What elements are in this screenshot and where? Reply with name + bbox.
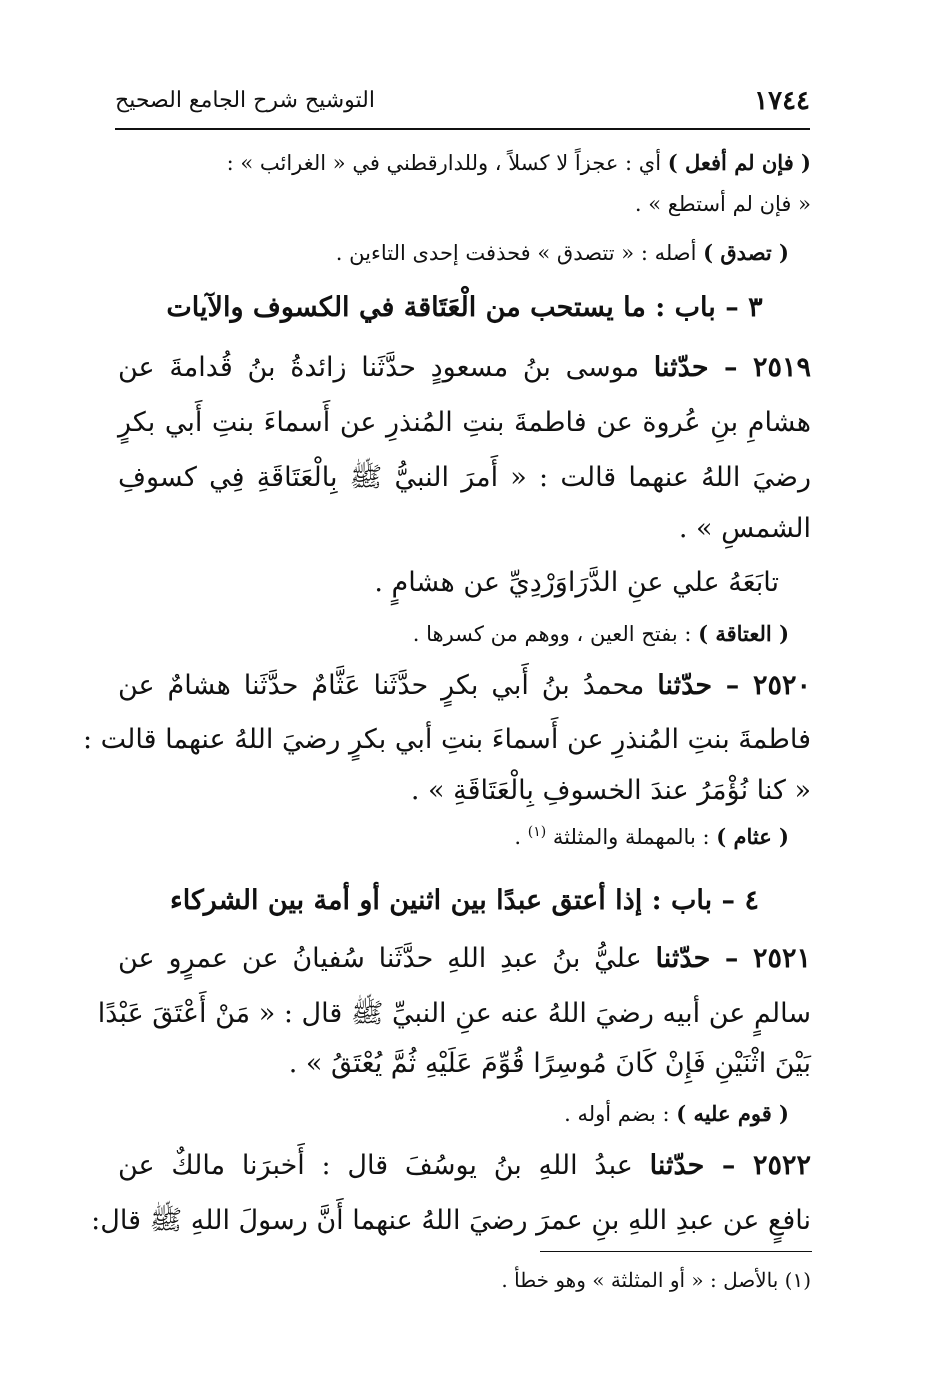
hadith-2519-line: الشمسِ » . xyxy=(678,513,811,544)
hadith-number: ٢٥٢١ – حدّثنا xyxy=(655,943,811,974)
commentary-line xyxy=(118,150,811,175)
hadith-2519-line xyxy=(118,352,811,383)
footnote-rule xyxy=(540,1251,812,1252)
commentary-term: ( العتاقة ) xyxy=(698,621,789,646)
commentary-text: : بفتح العين ، ووهم من كسرها . xyxy=(412,622,699,646)
hadith-2519-line: هشامِ بنِ عُروة عن فاطمةَ بنتِ المُنذرِ عن أَسماءَ بنتِ أَبي بكرٍ xyxy=(118,407,811,438)
commentary-text: أصله : « تتصدق » فحذفت إحدى التاءين . xyxy=(335,241,704,265)
commentary-text: أي : عجزاً لا كسلاً ، وللدارقطني في « الغرائب » : xyxy=(226,151,668,175)
commentary-term: ( قوم عليه ) xyxy=(676,1101,789,1126)
footnote: (١) بالأصل : « أو المثلثة » وهو خطأ . xyxy=(501,1268,811,1292)
hadith-2521-line: بَيْنَ اثْنَيْنِ فَإِنْ كَانَ مُوسِرًا قُوِّمَ عَلَيْهِ ثُمَّ يُعْتَقُ » . xyxy=(288,1048,811,1079)
hadith-number: ٢٥١٩ – حدّثنا xyxy=(653,352,811,383)
header-rule xyxy=(115,128,810,130)
chapter-heading-4: ٤ – باب : إذا أعتق عبدًا بين اثنين أو أمة بين الشركاء xyxy=(170,885,759,916)
running-header xyxy=(115,86,810,122)
commentary-term: ( فإن لم أفعل ) xyxy=(667,150,811,175)
commentary-text: . xyxy=(514,825,528,849)
running-title: التوشيح شرح الجامع الصحيح xyxy=(115,88,375,113)
hadith-2521-line: سالمٍ عن أبيه رضيَ اللهُ عنه عنِ النبيِّ ﷺ قال : « مَنْ أَعْتَقَ عَبْدًا xyxy=(97,998,811,1029)
hadith-number: ٢٥٢٠ – حدّثنا xyxy=(657,670,811,701)
hadith-text: محمدُ بنُ أَبي بكرٍ حدَّثَنا عَثَّامٌ حدَّثَنا هشامٌ عن xyxy=(118,670,658,701)
hadith-text: عليُّ بنُ عبدِ اللهِ حدَّثَنا سُفيانُ عن عمرٍو عن xyxy=(118,943,656,974)
commentary-line xyxy=(118,824,789,849)
commentary-text: : بالمهملة والمثلثة xyxy=(552,825,717,849)
hadith-2521-line xyxy=(118,943,811,974)
hadith-number: ٢٥٢٢ – حدّثنا xyxy=(649,1150,811,1181)
page-number: ١٧٤٤ xyxy=(754,86,810,116)
hadith-2520-line: فاطمةَ بنتِ المُنذرِ عن أَسماءَ بنتِ أبي بكرٍ رضيَ اللهُ عنهما قالت : xyxy=(82,724,811,755)
footnote-ref: (١) xyxy=(527,824,547,840)
commentary-text: : بضم أوله . xyxy=(564,1102,677,1126)
commentary-line xyxy=(118,240,789,265)
chapter-heading-3: ٣ – باب : ما يستحب من الْعَتَاقة في الكسوف والآيات xyxy=(166,292,763,323)
hadith-2522-line: نافعٍ عن عبدِ اللهِ بنِ عمرَ رضيَ اللهُ عنهما أَنَّ رسولَ اللهِ ﷺ قال: xyxy=(91,1205,811,1236)
hadith-2522-line xyxy=(118,1150,811,1181)
commentary-term: ( تصدق ) xyxy=(703,240,789,265)
hadith-text: موسى بنُ مسعودٍ حدَّثَنا زائدةُ بنُ قُدامةَ عن xyxy=(118,352,654,383)
commentary-line xyxy=(118,1101,789,1126)
commentary-line: « فإن لم أستطع » . xyxy=(634,192,811,216)
hadith-text: عبدُ اللهِ بنُ يوسُفَ قال : أَخبرَنا مالكٌ عن xyxy=(118,1150,650,1181)
hadith-2519-line: رضيَ اللهُ عنهما قالت : « أَمرَ النبيُّ ﷺ بِالْعَتَاقَةِ فِي كسوفِ xyxy=(118,462,811,493)
commentary-term: ( عثام ) xyxy=(716,824,789,849)
commentary-line xyxy=(118,621,789,646)
hadith-2520-line xyxy=(118,670,811,701)
hadith-2520-line: « كنا نُؤْمَرُ عندَ الخسوفِ بِالْعَتَاقَةِ » . xyxy=(410,775,811,806)
mutaba-line: تابَعَهُ علي عنِ الدَّرَاوَرْدِيِّ عن هشامٍ . xyxy=(374,567,779,598)
